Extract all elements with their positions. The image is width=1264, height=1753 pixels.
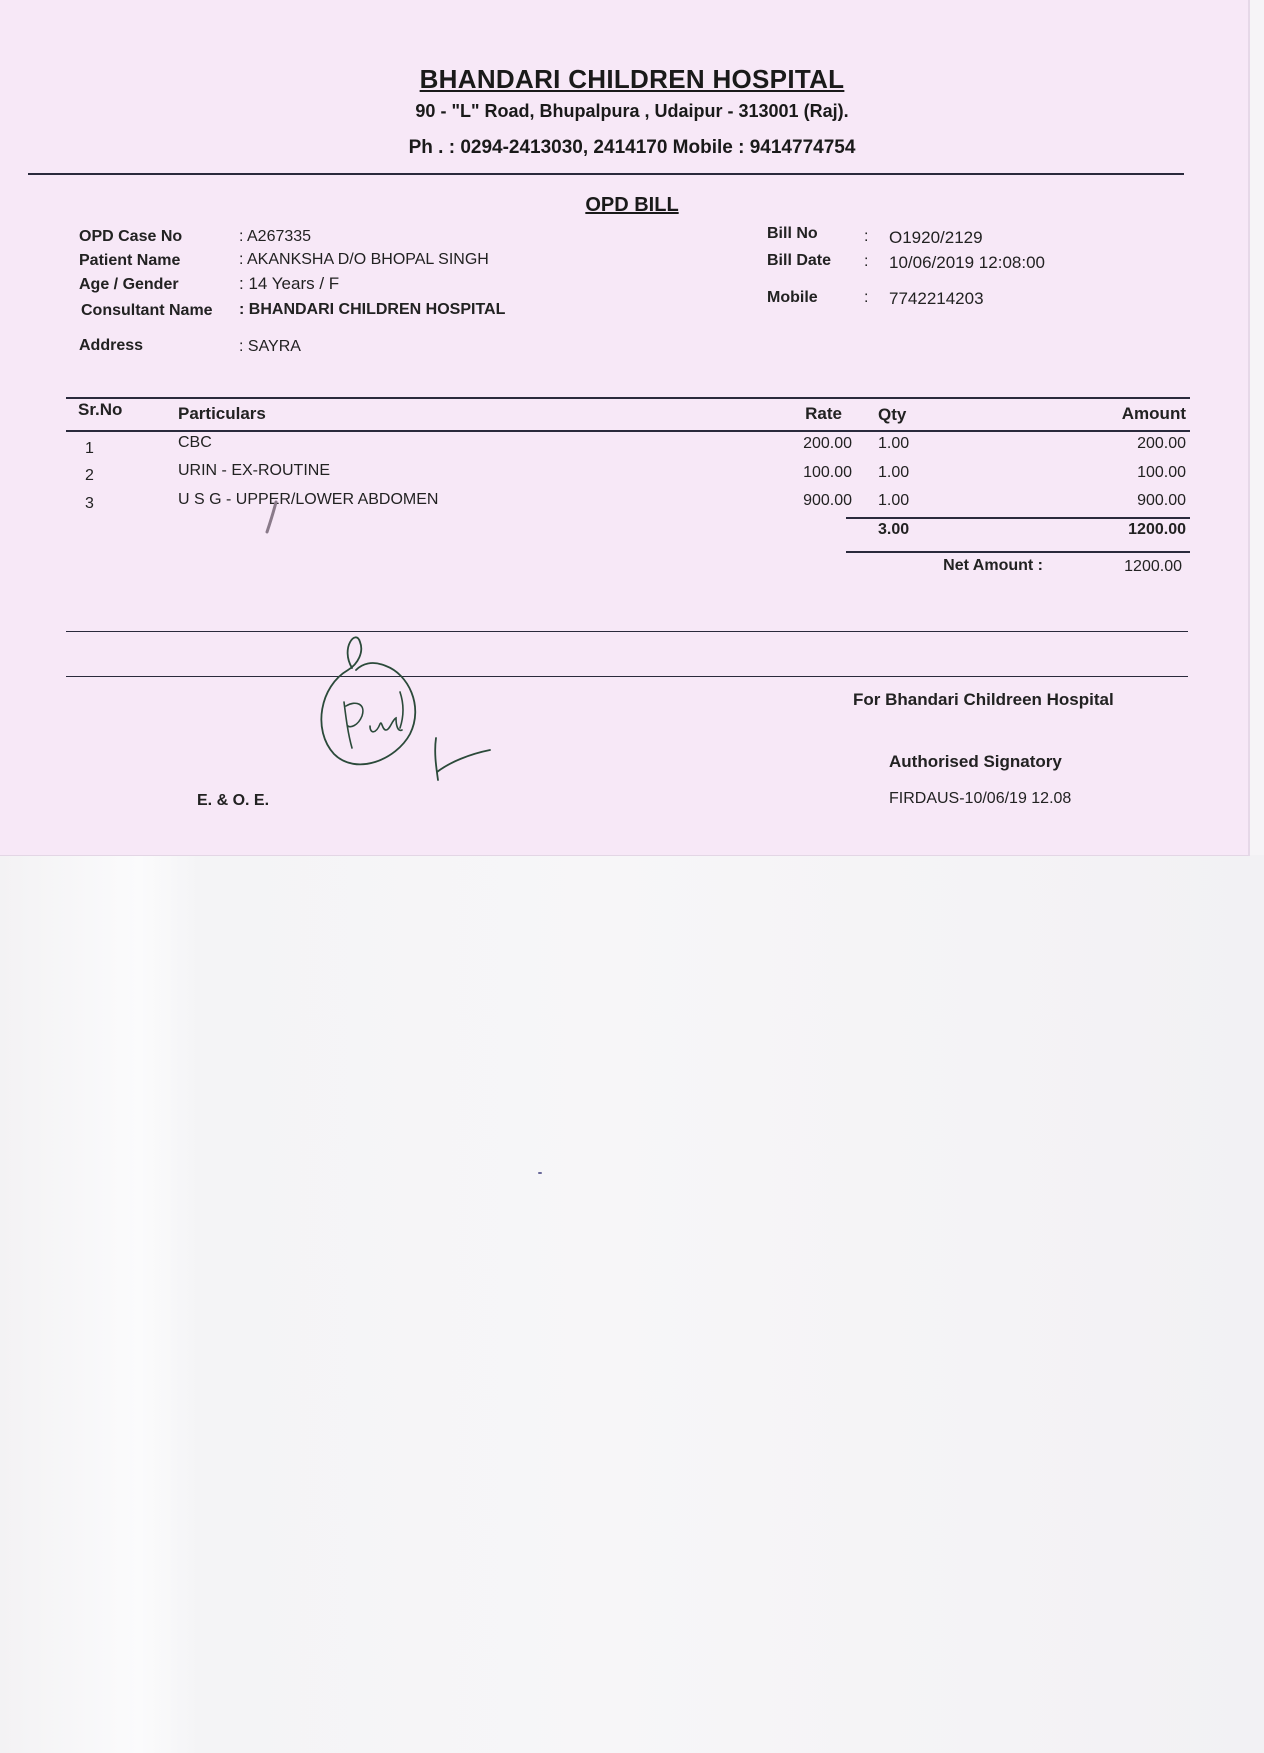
row-amount: 100.00 <box>1137 464 1186 481</box>
row-sr: 3 <box>85 495 94 512</box>
row-amount: 900.00 <box>1137 492 1186 509</box>
total-top-rule <box>846 517 1190 519</box>
header-sr-no: Sr.No <box>78 400 123 419</box>
eoe-note: E. & O. E. <box>197 792 270 809</box>
footer-rule-top <box>66 631 1188 632</box>
net-amount-label: Net Amount : <box>943 557 1043 574</box>
total-bottom-rule <box>846 551 1190 553</box>
row-qty: 1.00 <box>878 435 910 452</box>
bill-no-value: O1920/2129 <box>889 228 983 247</box>
bill-no-colon: : <box>864 228 869 245</box>
row-particular: URIN - EX-ROUTINE <box>178 462 330 479</box>
table-top-rule <box>66 397 1190 399</box>
address-label: Address <box>79 337 144 354</box>
row-qty: 1.00 <box>878 464 910 481</box>
footer-rule-bottom <box>66 676 1188 677</box>
hospital-address: 90 - "L" Road, Bhupalpura , Udaipur - 313001 (Raj). <box>415 101 849 121</box>
scan-speck <box>538 1172 542 1174</box>
hospital-phone: Ph . : 0294-2413030, 2414170 Mobile : 9414774754 <box>408 137 856 158</box>
row-rate: 100.00 <box>803 464 852 481</box>
net-amount-value: 1200.00 <box>1124 558 1182 575</box>
case-no-value: : A267335 <box>239 228 312 245</box>
hospital-name: BHANDARI CHILDREN HOSPITAL <box>419 64 845 94</box>
opd-bill-slip <box>0 0 1250 856</box>
for-hospital-line: For Bhandari Childreen Hospital <box>853 690 1114 709</box>
row-rate: 900.00 <box>803 492 852 509</box>
row-sr: 1 <box>85 440 94 457</box>
header-particulars: Particulars <box>178 404 266 423</box>
age-gender-value: : 14 Years / F <box>239 274 340 293</box>
bill-date-label: Bill Date <box>767 252 832 269</box>
header-amount: Amount <box>1121 404 1186 423</box>
header-divider <box>28 173 1184 175</box>
patient-name-label: Patient Name <box>79 252 181 269</box>
bill-no-label: Bill No <box>767 225 818 242</box>
mobile-value: 7742214203 <box>889 289 984 308</box>
bill-date-colon: : <box>864 253 869 270</box>
mobile-colon: : <box>864 289 869 306</box>
row-sr: 2 <box>85 467 94 484</box>
total-amount: 1200.00 <box>1128 521 1186 538</box>
row-particular: CBC <box>178 434 212 451</box>
total-qty: 3.00 <box>878 521 910 538</box>
consultant-value: : BHANDARI CHILDREN HOSPITAL <box>239 301 506 318</box>
row-qty: 1.00 <box>878 492 910 509</box>
consultant-label: Consultant Name <box>81 302 213 319</box>
bill-title: OPD BILL <box>585 194 679 216</box>
authorised-signatory: Authorised Signatory <box>889 752 1062 771</box>
address-value: : SAYRA <box>239 338 301 355</box>
handwritten-signature <box>300 630 500 790</box>
age-gender-label: Age / Gender <box>79 276 179 293</box>
row-rate: 200.00 <box>803 435 852 452</box>
bill-date-value: 10/06/2019 12:08:00 <box>889 253 1045 272</box>
header-rate: Rate <box>805 404 842 423</box>
patient-name-value: : AKANKSHA D/O BHOPAL SINGH <box>239 251 489 268</box>
operator-stamp: FIRDAUS-10/06/19 12.08 <box>889 790 1072 807</box>
table-header-rule <box>66 430 1190 432</box>
row-particular: U S G - UPPER/LOWER ABDOMEN <box>178 491 439 508</box>
pen-mark <box>262 500 282 536</box>
mobile-label: Mobile <box>767 289 818 306</box>
case-no-label: OPD Case No <box>79 228 183 245</box>
row-amount: 200.00 <box>1137 435 1186 452</box>
scan-background <box>0 855 1264 1753</box>
header-qty: Qty <box>878 405 907 424</box>
